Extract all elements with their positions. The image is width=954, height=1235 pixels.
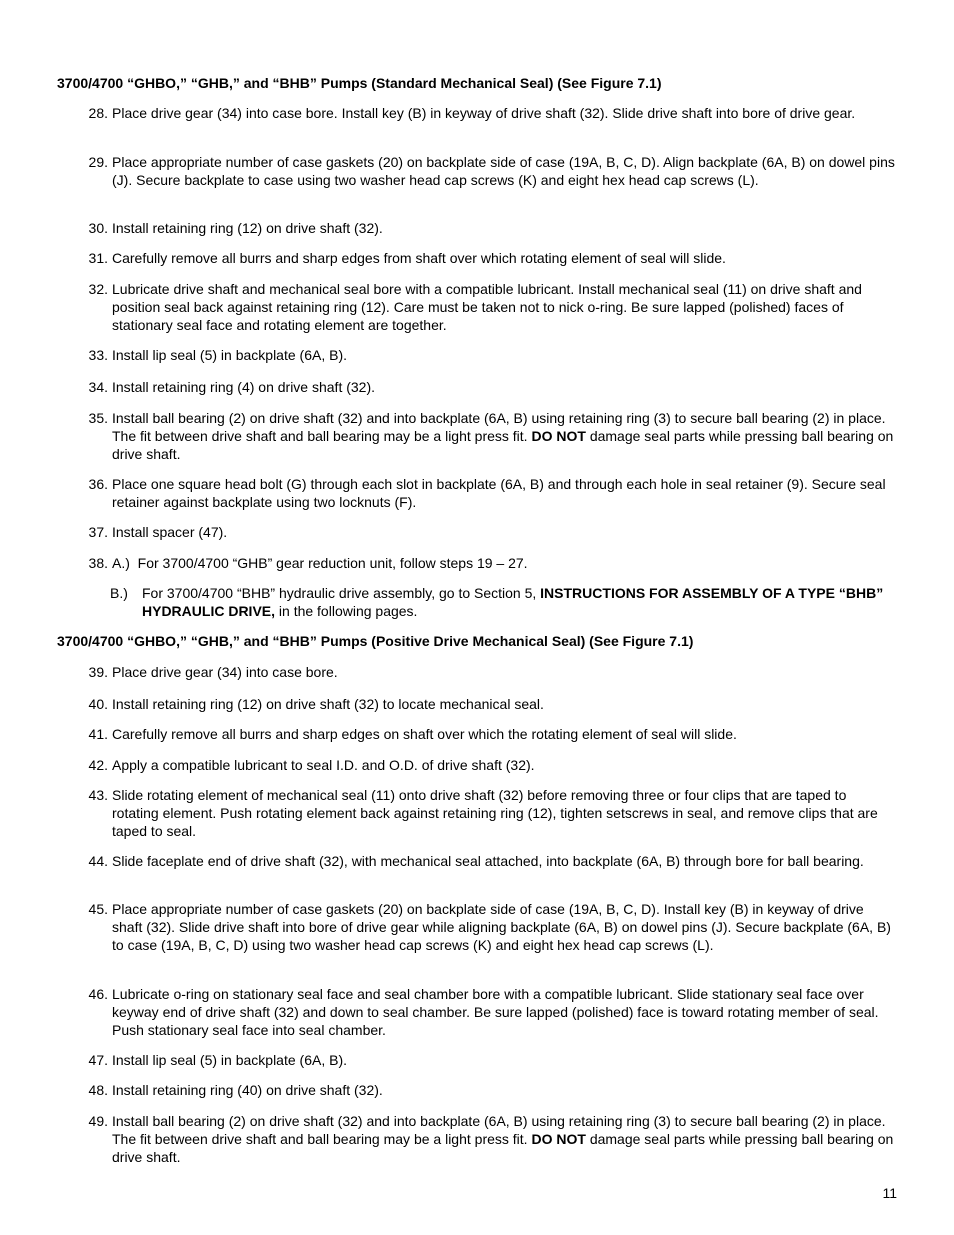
step-number: 44.: [88, 853, 108, 869]
step-28: [80, 104, 895, 122]
step-text: Lubricate drive shaft and mechanical seal bore with a compatible lubricant. Install mechanical seal (11) on drive shaft and position seal back against retaining ring (12). Care must be taken not to nick o-ring. Be sure lapped (polished) faces of stationary seal face and rotating element are together.: [112, 281, 862, 333]
step-40: [80, 695, 895, 713]
step-text: Install retaining ring (12) on drive shaft (32).: [112, 220, 383, 236]
step-text: Install retaining ring (12) on drive shaft (32) to locate mechanical seal.: [112, 696, 544, 712]
step-text: Place one square head bolt (G) through each slot in backplate (6A, B) and through each hole in seal retainer (9). Secure seal retainer against backplate using two locknuts (F).: [112, 476, 886, 510]
step-number: 48.: [88, 1082, 108, 1098]
step-text: Apply a compatible lubricant to seal I.D. and O.D. of drive shaft (32).: [112, 757, 535, 773]
step-text: Slide rotating element of mechanical seal (11) onto drive shaft (32) before removing three or four clips that are taped to rotating element. Push rotating element back against retaining ring (12), tighten setscrews in seal, and remove clips that are taped to seal.: [112, 787, 878, 839]
step-number: 34.: [88, 379, 108, 395]
step-48: [80, 1081, 895, 1099]
step-text: Place drive gear (34) into case bore.: [112, 664, 338, 680]
step-number: 36.: [88, 476, 108, 492]
step-30: [80, 219, 895, 237]
step-number: 40.: [88, 696, 108, 712]
step-text: Install retaining ring (40) on drive shaft (32).: [112, 1082, 383, 1098]
step-39: [80, 663, 895, 681]
step-text: [112, 409, 895, 463]
step-29: [80, 153, 895, 189]
step-text: [142, 584, 895, 620]
step-number: 31.: [88, 250, 108, 266]
step-text-part: damage seal parts while pressing ball bearing on drive shaft.: [112, 428, 894, 462]
step-text: Place appropriate number of case gaskets (20) on backplate side of case (19A, B, C, D). Align backplate (6A, B) on dowel pins (J). Secure backplate to case using two washer head cap screws (K) and eight hex head cap screws (L).: [112, 154, 895, 188]
step-text: Carefully remove all burrs and sharp edges from shaft over which rotating element of seal will slide.: [112, 250, 726, 266]
step-number: 35.: [88, 410, 108, 426]
step-number: 37.: [88, 524, 108, 540]
step-number: 42.: [88, 757, 108, 773]
step-text: Slide faceplate end of drive shaft (32), with mechanical seal attached, into backplate (6A, B) through bore for ball bearing.: [112, 853, 864, 869]
step-number: 30.: [88, 220, 108, 236]
step-37: [80, 523, 895, 541]
step-text: Install spacer (47).: [112, 524, 228, 540]
substep-label: B.): [110, 585, 128, 601]
step-number: 47.: [88, 1052, 108, 1068]
warning-emphasis: DO NOT: [531, 1131, 586, 1147]
step-49: [80, 1112, 895, 1166]
step-36: [80, 475, 895, 511]
step-34: [80, 378, 895, 396]
section-heading-standard-seal: 3700/4700 “GHBO,” “GHB,” and “BHB” Pumps (Standard Mechanical Seal) (See Figure 7.1): [57, 75, 662, 91]
step-43: [80, 786, 895, 840]
step-number: 38.: [88, 555, 108, 571]
step-number: 41.: [88, 726, 108, 742]
page-number: 11: [882, 1185, 897, 1201]
step-text-part: in the following pages.: [278, 603, 418, 619]
step-text: Install lip seal (5) in backplate (6A, B).: [112, 347, 347, 363]
step-47: [80, 1051, 895, 1069]
step-text: Lubricate o-ring on stationary seal face and seal chamber bore with a compatible lubricant. Slide stationary seal face over keyway end of drive shaft (32) and down to seal chamber. Be sure lapped (polished) face is toward rotating member of seal. Push stationary seal face into seal chamber.: [112, 986, 879, 1038]
step-text: Install retaining ring (4) on drive shaft (32).: [112, 379, 376, 395]
step-42: [80, 756, 895, 774]
step-text-part: Install ball bearing (2) on drive shaft (32) and into backplate (6A, B) using retaining ring (3) to secure ball bearing (2) in place. The fit between drive shaft and ball bearing may be a light press fit.: [112, 1113, 886, 1147]
step-number: 29.: [88, 154, 108, 170]
section-heading-positive-drive-seal: 3700/4700 “GHBO,” “GHB,” and “BHB” Pumps (Positive Drive Mechanical Seal) (See Figure 7.1): [57, 633, 694, 649]
step-46: [80, 985, 895, 1039]
step-text: Place appropriate number of case gaskets (20) on backplate side of case (19A, B, C, D). Install key (B) in keyway of drive shaft (32). Slide drive shaft into bore of drive gear while aligning backplate (6A, B) on dowel pins (J). Secure backplate (6A, B) to case (19A, B, C, D) using two washer head cap screws (K) and eight hex head cap screws (L).: [112, 901, 891, 953]
step-32: [80, 280, 895, 334]
step-number: 46.: [88, 986, 108, 1002]
section-reference: INSTRUCTIONS FOR ASSEMBLY OF A TYPE “BHB” HYDRAULIC DRIVE,: [142, 585, 884, 619]
warning-emphasis: DO NOT: [531, 428, 586, 444]
step-33: [80, 346, 895, 364]
step-31: [80, 249, 895, 267]
step-44: [80, 852, 895, 870]
step-number: 28.: [88, 105, 108, 121]
step-45: [80, 900, 895, 954]
step-number: 43.: [88, 787, 108, 803]
step-text: Install lip seal (5) in backplate (6A, B).: [112, 1052, 347, 1068]
step-text: [112, 1112, 895, 1166]
step-text-part: damage seal parts while pressing ball bearing on drive shaft.: [112, 1131, 894, 1165]
step-number: 33.: [88, 347, 108, 363]
step-35: [80, 409, 895, 463]
step-text-part: For 3700/4700 “BHB” hydraulic drive assembly, go to Section 5,: [142, 585, 537, 601]
step-text-part: Install ball bearing (2) on drive shaft (32) and into backplate (6A, B) using retaining ring (3) to secure ball bearing (2) in place. The fit between drive shaft and ball bearing may be a light press fit.: [112, 410, 886, 444]
step-number: 39.: [88, 664, 108, 680]
step-number: 32.: [88, 281, 108, 297]
step-41: [80, 725, 895, 743]
step-text: A.) For 3700/4700 “GHB” gear reduction unit, follow steps 19 – 27.: [112, 555, 528, 571]
step-38-substep-b: [110, 584, 895, 620]
step-number: 49.: [88, 1113, 108, 1129]
step-text: Carefully remove all burrs and sharp edges on shaft over which the rotating element of seal will slide.: [112, 726, 737, 742]
step-38: [80, 554, 895, 572]
step-number: 45.: [88, 901, 108, 917]
step-text: Place drive gear (34) into case bore. Install key (B) in keyway of drive shaft (32). Slide drive shaft into bore of drive gear.: [112, 105, 856, 121]
